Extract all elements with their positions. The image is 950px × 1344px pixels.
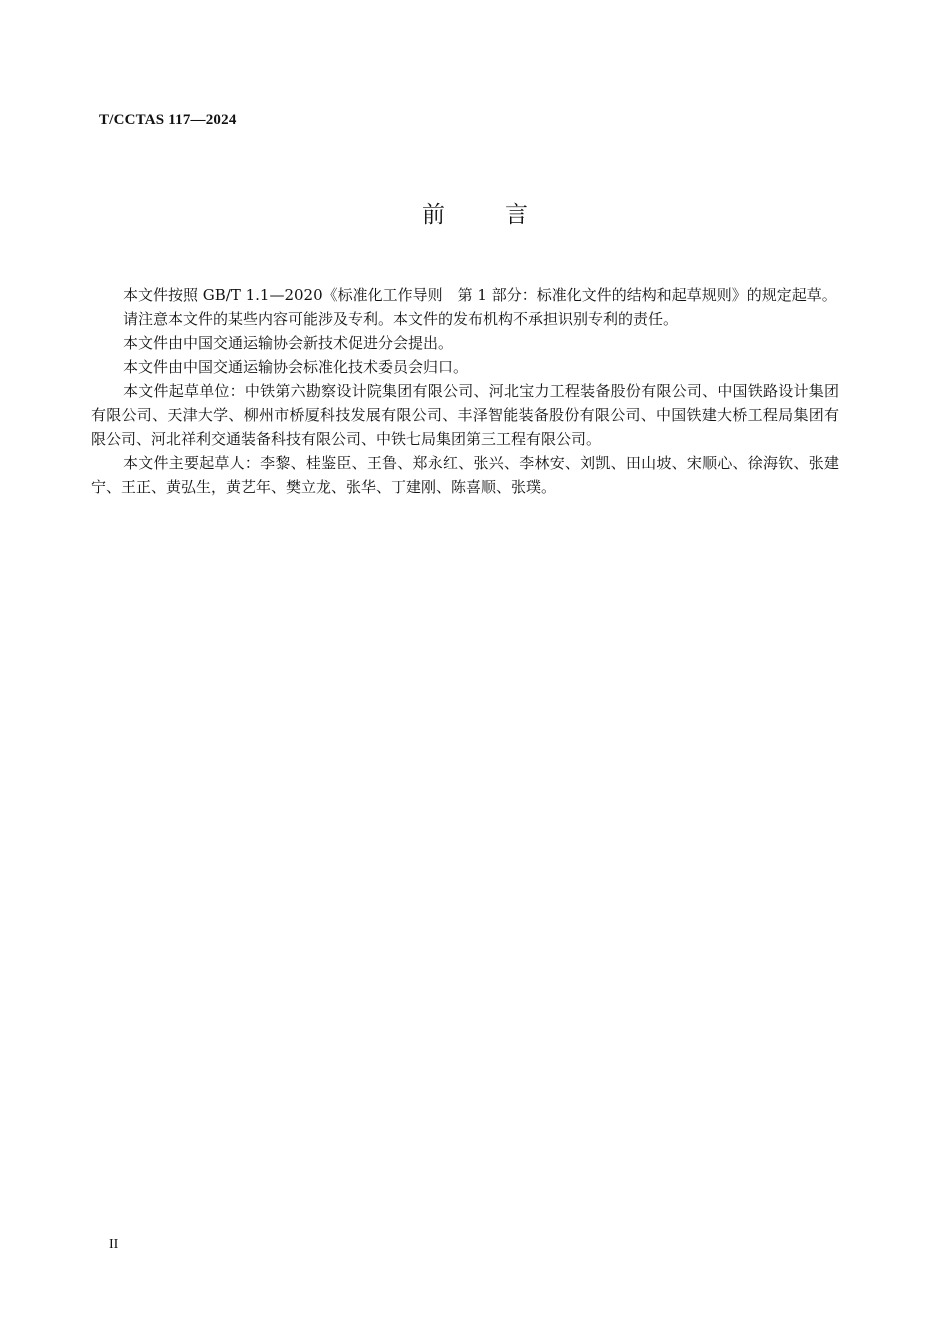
title-char-1: 前 bbox=[422, 202, 445, 228]
paragraph-patent-notice: 请注意本文件的某些内容可能涉及专利。本文件的发布机构不承担识别专利的责任。 bbox=[123, 310, 679, 328]
paragraph-centralized-unit: 本文件由中国交通运输协会标准化技术委员会归口。 bbox=[123, 358, 469, 376]
title-char-2: 言 bbox=[505, 202, 528, 228]
paragraph-drafters: 本文件主要起草人：李黎、桂鉴臣、王鲁、郑永红、张兴、李林安、刘凯、田山坡、宋顺心、徐海钦、张建宁、王正、黄弘生，黄艺年、樊立龙、张华、丁建刚、陈喜顺、张璞。 bbox=[91, 454, 839, 496]
foreword-body bbox=[91, 283, 839, 499]
paragraph-standard-reference: 本文件按照 GB/T 1.1—2020《标准化工作导则 第 1 部分：标准化文件的结构和起草规则》的规定起草。 bbox=[123, 286, 837, 304]
page-number: II bbox=[109, 1237, 119, 1252]
page-title bbox=[0, 196, 950, 229]
document-code: T/CCTAS 117—2024 bbox=[99, 112, 237, 128]
paragraph-proposer: 本文件由中国交通运输协会新技术促进分会提出。 bbox=[123, 334, 454, 352]
paragraph-drafting-units: 本文件起草单位：中铁第六勘察设计院集团有限公司、河北宝力工程装备股份有限公司、中国铁路设计集团有限公司、天津大学、柳州市桥厦科技发展有限公司、丰泽智能装备股份有限公司、中国铁建大桥工程局集团有限公司、河北祥利交通装备科技有限公司、中铁七局集团第三工程有限公司。 bbox=[91, 382, 839, 448]
